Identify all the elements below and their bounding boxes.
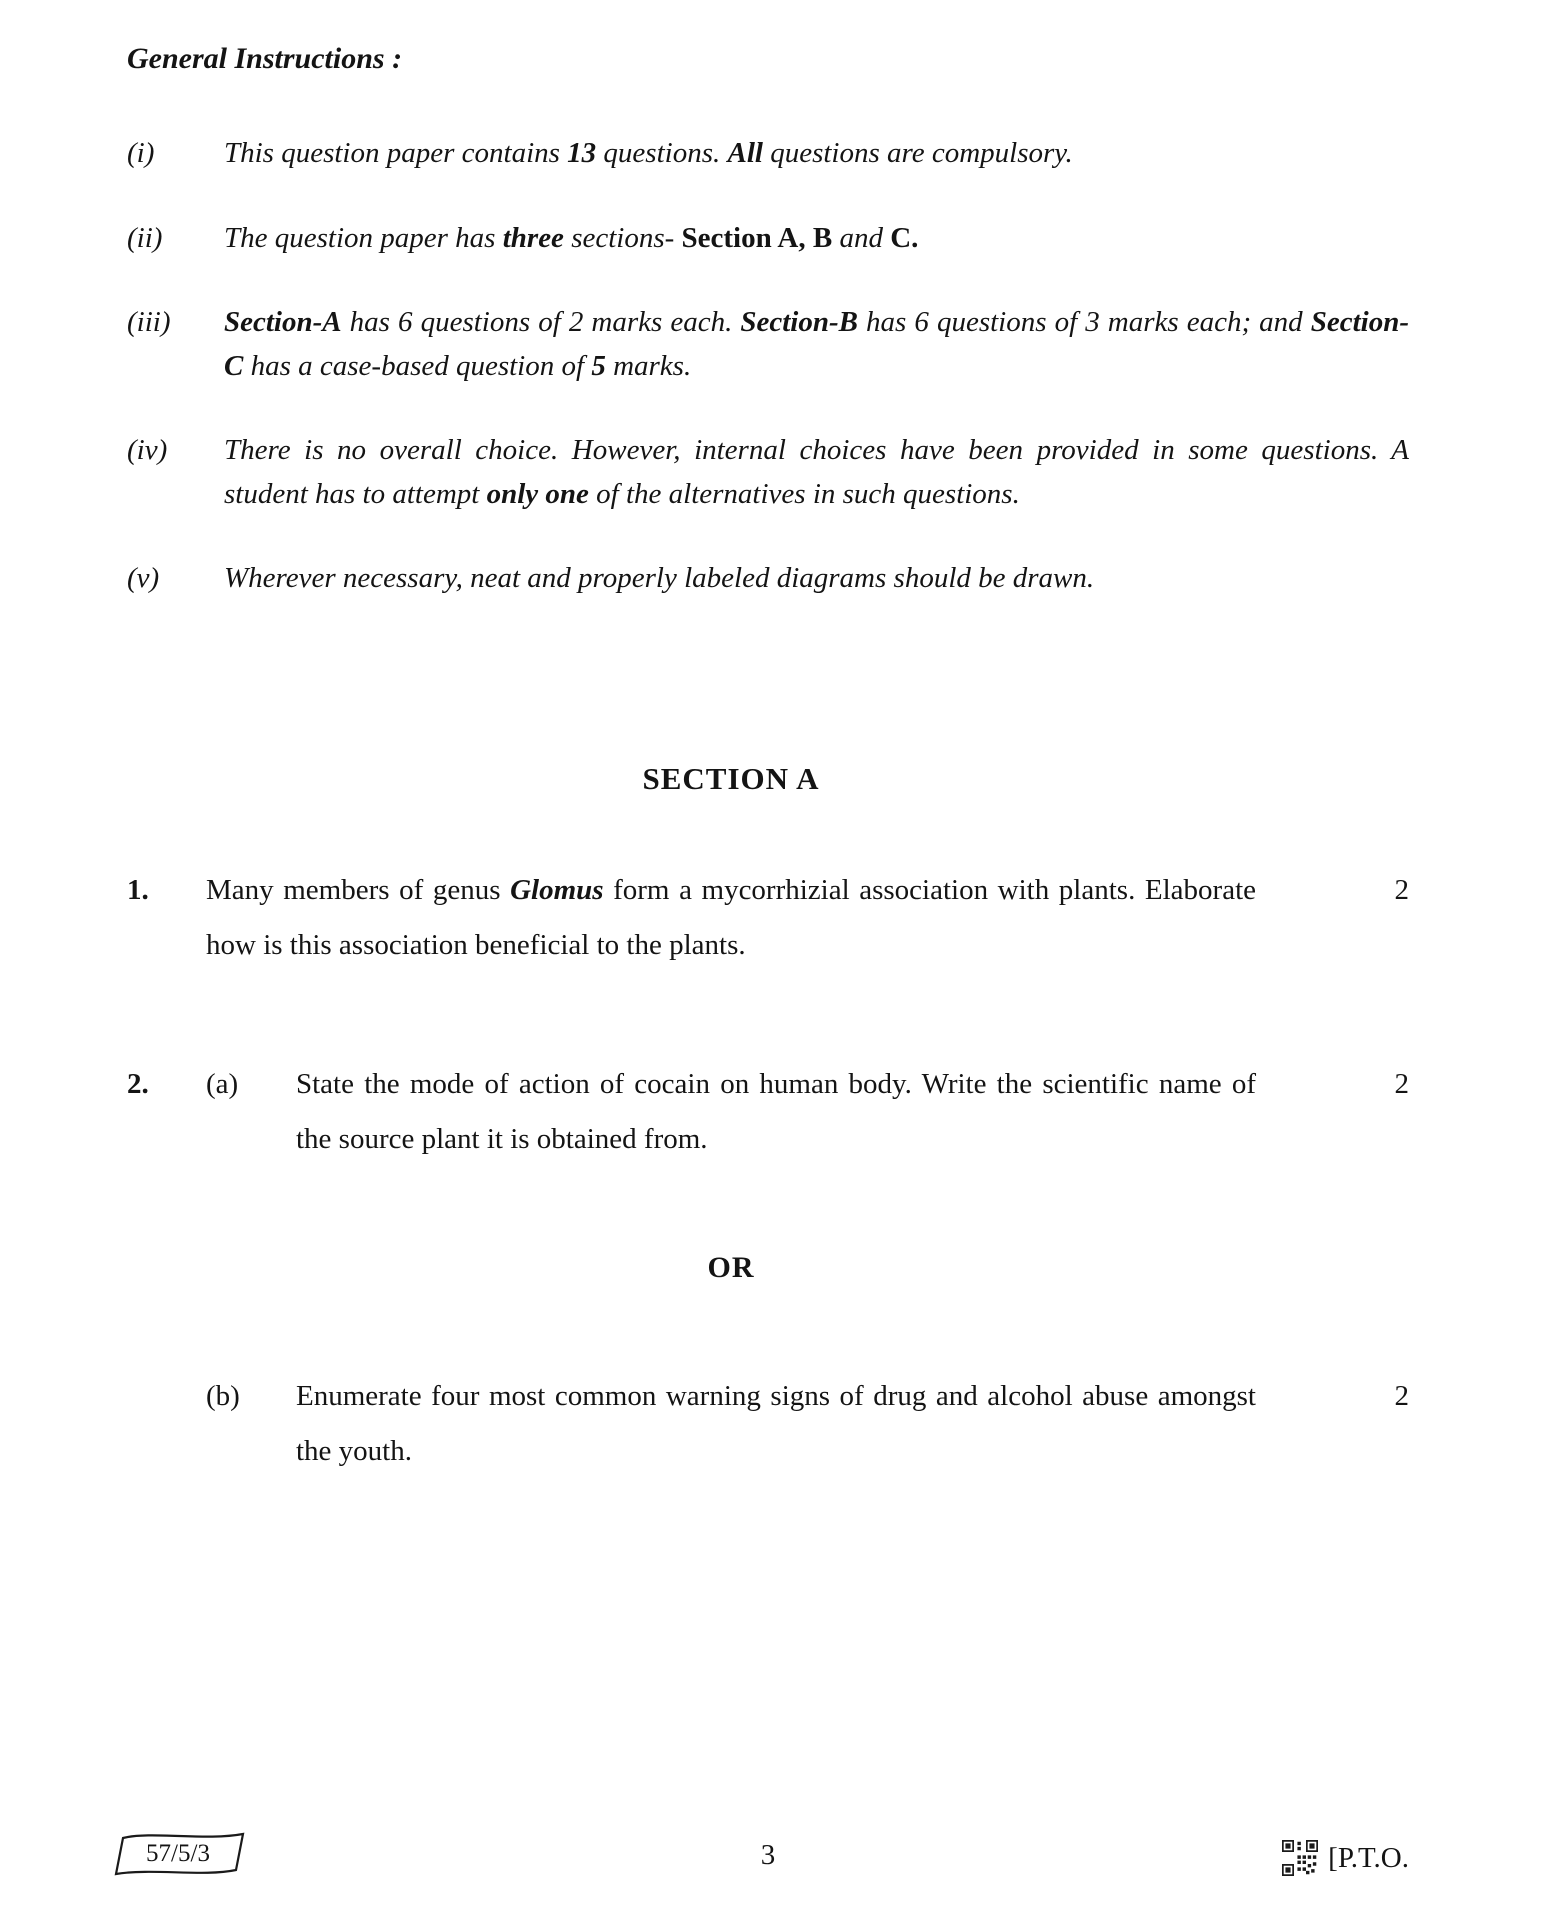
instruction-item [127, 217, 1409, 261]
footer-right-group [1282, 1840, 1409, 1876]
pto-label: [P.T.O. [1328, 1841, 1409, 1874]
instruction-item [127, 557, 1409, 601]
general-instructions-list [127, 132, 1409, 601]
instruction-number: (i) [127, 137, 155, 169]
question-number: 2. [127, 1067, 149, 1100]
paper-code: 57/5/3 [146, 1840, 210, 1867]
question-row [127, 1057, 1409, 1167]
question-list [127, 863, 1409, 1480]
qr-code-icon [1282, 1840, 1318, 1876]
question-marks: 2 [1394, 1067, 1409, 1100]
instruction-item [127, 301, 1409, 388]
page-number: 3 [760, 1839, 776, 1871]
question-text: State the mode of action of cocain on human body. Write the scientific name of the source plant it is obtained from. [296, 1067, 1256, 1155]
question-marks: 2 [1394, 1379, 1409, 1412]
page-footer [127, 1826, 1409, 1878]
question-row [127, 863, 1409, 973]
instruction-text: There is no overall choice. However, internal choices have been provided in some questions. A student has to attempt only one of the alternatives in such questions. [224, 434, 1409, 510]
question-sub-label: (a) [206, 1067, 239, 1100]
question-number: 1. [127, 873, 149, 906]
instruction-text: This question paper contains 13 questions. All questions are compulsory. [224, 137, 1073, 169]
general-instructions-heading: General Instructions : [127, 42, 403, 75]
instruction-text: Section-A has 6 questions of 2 marks each. Section-B has 6 questions of 3 marks each; and Section-C has a case-based question of 5 marks. [224, 306, 1409, 382]
question-row [127, 1369, 1409, 1479]
or-divider: OR [707, 1250, 755, 1284]
question-sub-label: (b) [206, 1379, 240, 1412]
question-number [127, 1369, 206, 1479]
instruction-number: (ii) [127, 221, 163, 254]
instruction-text: Wherever necessary, neat and properly labeled diagrams should be drawn. [224, 562, 1095, 594]
instruction-item [127, 429, 1409, 516]
question-text: Enumerate four most common warning signs of drug and alcohol abuse amongst the youth. [296, 1379, 1256, 1467]
instruction-item [127, 132, 1409, 176]
instruction-text: The question paper has three sections- Section A, B and C. [224, 221, 919, 254]
instruction-number: (iii) [127, 306, 171, 338]
question-text: Many members of genus Glomus form a mycorrhizial association with plants. Elaborate how is this association beneficial to the plants. [206, 873, 1256, 961]
instruction-number: (v) [127, 562, 160, 594]
section-a-title: SECTION A [642, 760, 820, 796]
question-marks: 2 [1394, 873, 1409, 906]
instruction-number: (iv) [127, 434, 168, 466]
